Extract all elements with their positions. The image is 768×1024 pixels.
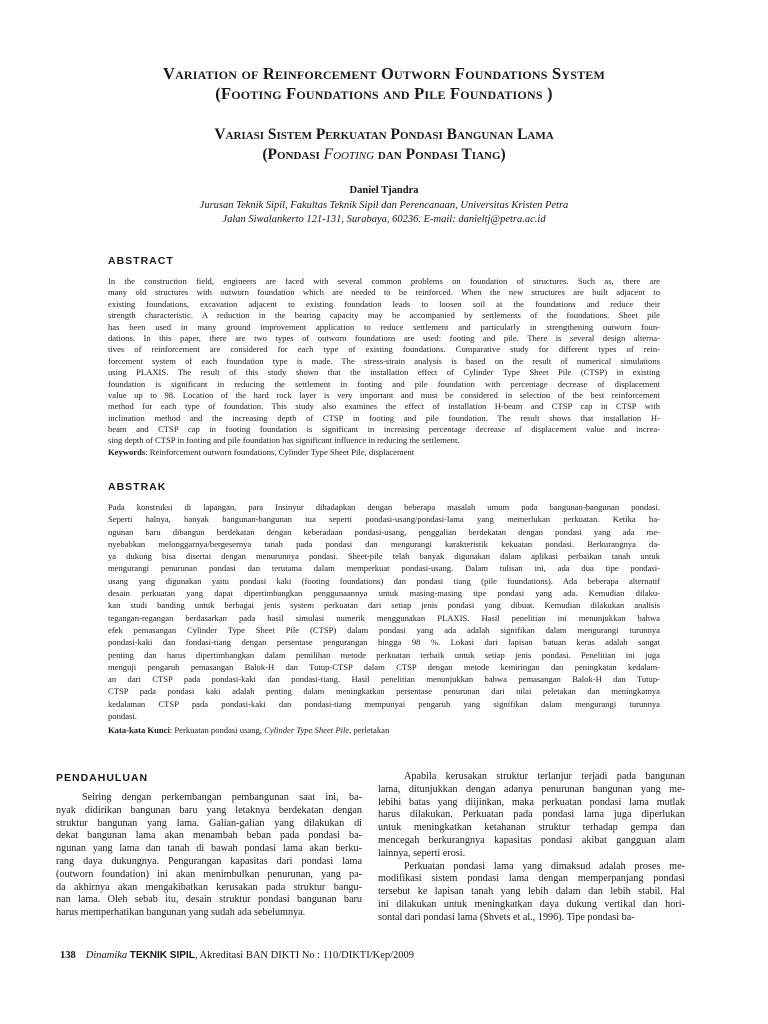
keywords-text: : Reinforcement outworn foundations, Cylinder Type Sheet Pile, displacement <box>145 446 415 457</box>
magazine-name: Dinamika <box>85 950 128 961</box>
pendahuluan-heading: PENDAHULUAN <box>56 772 149 784</box>
text-line: strength characteristic. A reduction in the bearing capacity may be accompanied by settlements of the foundations. Sheet pile <box>108 310 660 321</box>
keywords-text: : Perkuatan pondasi usang, <box>169 725 265 736</box>
text-line: dations. In this paper, there are two types of outworn foundations are used: footing and pile. There is several design alterna- <box>108 332 660 343</box>
text-line: Apabila kerusakan struktur terlanjur terjadi pada bangunan <box>404 771 685 782</box>
text-line: ngunan yang lama dan tanah di bawah pondasi lama akan berku- <box>56 843 362 855</box>
text-line: (outworn foundation) ini akan menimbulkan penurunan, yang pa- <box>56 868 362 880</box>
accreditation: , Akreditasi BAN DIKTI No : 110/DIKTI/Kep/2009 <box>194 950 415 961</box>
page-footer <box>60 949 660 963</box>
text-line: tegangan-regangan berdasarkan pada hasil simulasi numerik menggunakan PLAXIS. Hasil penelitian ini menunjukkan bahwa <box>108 612 660 623</box>
paper-subtitle-line-2 <box>60 145 708 165</box>
abstrak-keywords <box>108 725 660 737</box>
text-line: untuk meningkatkan ketahanan struktur terhadap gempa dan <box>378 822 685 834</box>
text-line: sing depth of CTSP in footing and pile foundation has significant influence in reducing the settlement. <box>108 435 460 446</box>
text-line: beam and CTSP cap in footing foundation is significant in increasing percentage decrease of displacement value and increa- <box>108 424 660 435</box>
journal-name: TEKNIK SIPIL <box>129 950 195 961</box>
text-line: mengurangi penurunan pondasi dan terutama dalam memperkuat pondasi-usang. Dalam tulisan ini, ada dua tipe pondasi- <box>108 563 660 574</box>
text-line: lainnya, seperti erosi. <box>378 847 466 859</box>
subtitle-pre: (Pondasi <box>262 146 324 163</box>
abstract-body <box>108 276 660 459</box>
text-line: ya dukung bisa disertai dengan menurunnya pondasi. Sheet-pile telah banyak digunakan dalam aplikasi perbaikan tanah untuk <box>108 551 660 562</box>
text-line: harus memperhatikan bangunan yang sudah ada sebelumnya. <box>56 907 306 919</box>
text-line: Seiring dengan perkembangan pembangunan saat ini, ba- <box>82 792 362 803</box>
text-line: foundation is significant in reducing the settlement in footing and pile foundation with percentage decrease of displacement <box>108 378 660 389</box>
text-line: sontal dari pondasi lama (Shvets et al., 1996). Tipe pondasi ba- <box>378 911 635 923</box>
text-line: forcement system of each foundation type is made. The stress-strain analysis is based on the result of numerical simulations <box>108 355 660 366</box>
text-line: mencegah berkurangnya kapasitas pondasi akibat gangguan alam <box>378 834 685 846</box>
text-line: menguji pengaruh pemasangan Balok-H dan Tutup-CTSP dalam CTSP dengan metode kemiringan dan peningkatan kedalam- <box>108 661 660 672</box>
text-line: Seperti halnya, banyak bangunan-bangunan tua seperti pondasi-usang/pondasi-lama yang memerlukan perkuatan. Ketika ba- <box>108 514 660 525</box>
body-left-column <box>56 792 362 920</box>
subtitle-post: dan Pondasi Tiang) <box>374 146 506 163</box>
paper-subtitle-line-1: Variasi Sistem Perkuatan Pondasi Bangunan Lama <box>214 126 554 143</box>
keywords-label: Keywords <box>108 446 146 457</box>
keywords-text-post: , perletakan <box>349 725 390 736</box>
text-line: ini dilakukan untuk meningkatkan daya dukung vertikal dan hori- <box>378 898 685 910</box>
keywords-label: Kata-kata Kunci <box>108 725 170 736</box>
text-line: Perkuatan pondasi lama yang dimaksud adalah proses me- <box>404 860 685 872</box>
text-line: nyebabkan melonggarnya/bergesernya tanah pada pondasi dan mengurangi karakteristik kekuatan pondasi. Berkurangnya da- <box>108 538 660 549</box>
text-line: has been used in many ground improvement application to reduce settlement and particularly in strengthening outworn foun- <box>108 321 660 332</box>
body-right-column <box>378 771 685 925</box>
text-line: an dari CTSP pada pondasi-kaki dan pondasi-tiang. Hasil penelitian menunjukkan bahwa pemasangan Balok-H dan Tutup- <box>108 674 660 685</box>
abstract-heading: ABSTRACT <box>108 255 174 267</box>
text-line: Pada konstruksi di lapangan, para Insinyur dihadapkan dengan beberapa masalah umum pada bangunan-bangunan pondasi. <box>108 502 660 512</box>
text-line: desain perkuatan yang dapat dipertimbangkan penggunaannya untuk masing-masing tipe pondasi yang ada. Kemudian dilaku- <box>108 588 660 599</box>
text-line: usang yang digunakan yaitu pondasi kaki (footing foundations) dan pondasi tiang (pile foundations). Ada beberapa alternatif <box>108 575 660 586</box>
text-line: rang daya dukungnya. Pengurangan kapasitas dari pondasi lama <box>56 855 362 867</box>
abstrak-body <box>108 502 660 737</box>
text-line: tives of reinforcement are considered for each type of existing foundations. Comparative study for different types of rein- <box>108 344 660 355</box>
abstrak-heading: ABSTRAK <box>108 481 167 493</box>
text-line: struktur bangunan yang lama. Galian-galian yang dilakukan di <box>56 817 362 829</box>
subtitle-italic: Footing <box>323 146 375 163</box>
author-name: Daniel Tjandra <box>349 185 419 196</box>
text-line: pondasi. <box>108 711 137 722</box>
text-line: using PLAXIS. The result of this study shown that the installation effect of Cylinder Type Sheet Pile (CTSP) in existing <box>108 367 660 378</box>
text-line: CTSP pada pondasi kaki adalah penting dalam meningkatkan persentase penurunan dari nilai peletakan dan meningkatnya <box>108 686 660 697</box>
page-number: 138 <box>60 950 76 961</box>
text-line: kan studi banding untuk berbagai jenis system perkuatan dari setiap jenis pondasi yang dibuat. Kemudian dilakukan analisis <box>108 600 660 611</box>
text-line: existing foundations, excavation adjacent to existing foundation leads to loosen soil at the foundations and reduce their <box>108 298 660 309</box>
text-line: value up to 98. Location of the hard rock layer is very important and must be considered in selection of the best reinforcement <box>108 389 660 400</box>
text-line: lebihi batas yang diijinkan, maka perkuatan pondasi lama mutlak <box>378 796 685 808</box>
text-line: penting dan harus dipertimbangkan dalam pemilihan metode perkuatan terbaik untuk setiap jenis pondasi. Penelitian ini juga <box>108 649 660 660</box>
paper-title-line-2: (Footing Foundations and Pile Foundations ) <box>215 84 553 103</box>
text-line: In the construction field, engineers are faced with several common problems on foundation of structures. Such as, there are <box>108 276 660 286</box>
text-line: dekat bangunan lama akan menambah beban pada pondasi ba- <box>56 830 362 842</box>
text-line: many old structures with outworn foundation which are needed to be reinforced. When the new structures are built adjacent to <box>108 287 660 298</box>
text-line: efek pemasangan Cylinder Type Sheet Pile (CTSP) dalam pondasi yang ada adalah signifikan dalam mengurangi turunnya <box>108 624 660 635</box>
text-line: pondasi-kaki dan fondasi-tiang dengan persentase pengurangan hingga 98 %. Lokasi dari lapisan batuan keras adalah sangat <box>108 637 660 648</box>
text-line: ngunan baru dibangun berdekatan dengan keberadaan pondasi-usang, penggalian berdekatan dengan pondasi yang ada me- <box>108 526 660 537</box>
text-line: nyak didirikan bangunan baru yang letaknya berdekatan dengan <box>56 804 362 816</box>
text-line: da akhirnya akan mengakibatkan kerusakan pada struktur bangu- <box>56 881 362 893</box>
text-line: tersebut ke lapisan tanah yang lebih dalam dan lebih stabil. Hal <box>378 886 685 898</box>
text-line: kedalaman CTSP pada pondasi-kaki dan pondasi-tiang mempunyai pengaruh yang signifikan dalam mengurangi turunnya <box>108 698 660 709</box>
text-line: inclination method and the increasing depth of CTSP in footing and pile foundation. The result shows that installation H- <box>108 412 660 423</box>
text-line: nan lama. Oleh sebab itu, desain struktur pondasi bangunan baru <box>56 894 362 906</box>
keywords-text-italic: Cylinder Type Sheet Pile <box>264 725 350 736</box>
text-line: harus dilakukan. Perkuatan pada pondasi lama juga diperlukan <box>378 809 685 821</box>
text-line: lama, ditunjukkan dengan adanya penurunan bangunan yang me- <box>378 783 685 795</box>
text-line: modifikasi sistem pondasi lama dengan memperpanjang pondasi <box>378 873 685 885</box>
paper-title-line-1: Variation of Reinforcement Outworn Foundations System <box>162 64 606 83</box>
abstract-keywords <box>108 447 660 459</box>
author-affiliation-2: Jalan Siwalankerto 121-131, Surabaya, 60236. E-mail: danieltj@petra.ac.id <box>222 214 546 225</box>
author-affiliation-1: Jurusan Teknik Sipil, Fakultas Teknik Sipil dan Perencanaan, Universitas Kristen Petra <box>199 200 569 211</box>
text-line: method for each type of foundation. This study also examines the effect of installation H-beam and CTSP cap in CTSP with <box>108 401 660 412</box>
